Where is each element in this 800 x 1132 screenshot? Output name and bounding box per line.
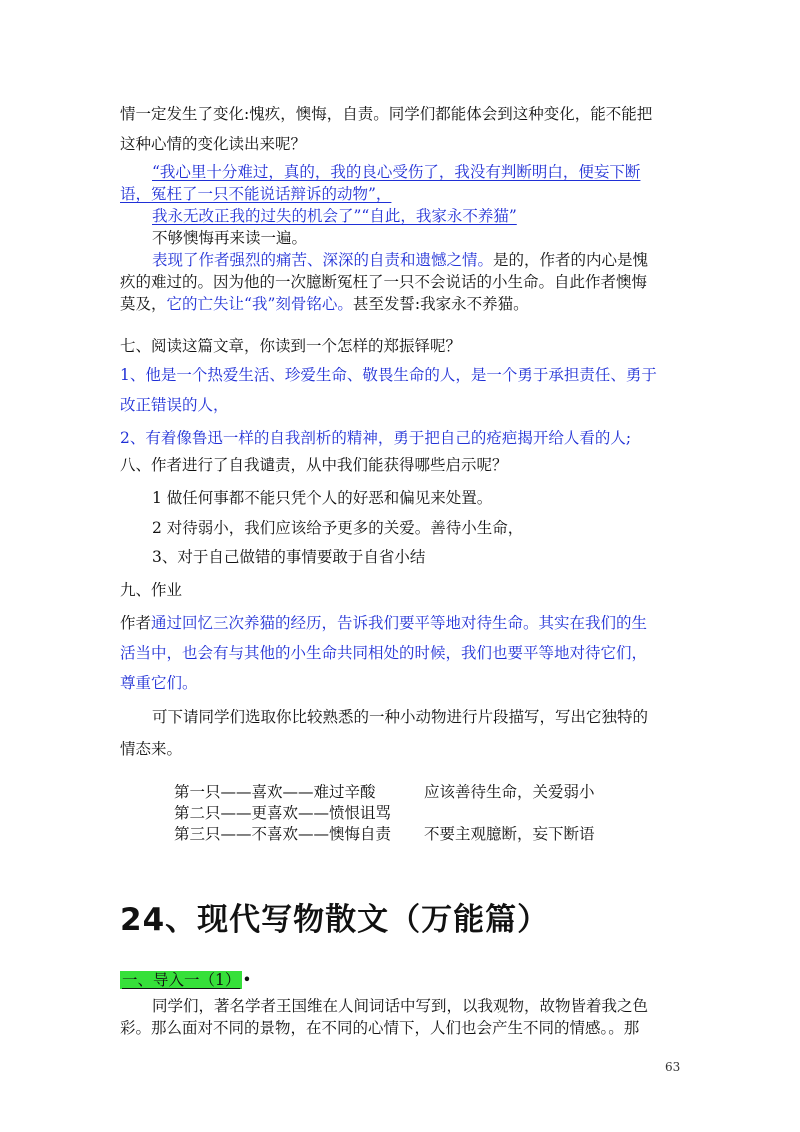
text-line: 不够懊悔再来读一遍。 (152, 229, 308, 247)
subsection-heading (120, 970, 252, 990)
list-item: 3、对于自己做错的事情要敢于自省小结 (152, 548, 426, 566)
text-line: 活当中，也会有与其他的小生命共同相处的时候，我们也要平等地对待它们， (120, 644, 648, 662)
emphasis-text: 通过回忆三次养猫的经历，告诉我们要平等地对待生命。其实在我们的生 (151, 614, 648, 632)
text-line (120, 294, 529, 314)
text-line: 这种心情的变化读出来呢？ (120, 135, 307, 153)
text-line: 可下请同学们选取你比较熟悉的一种小动物进行片段描写，写出它独特的 (152, 708, 649, 726)
highlighted-heading: 一、导入一（1） (122, 971, 241, 989)
table-row (0, 824, 800, 844)
bullet-mark: • (242, 971, 252, 989)
plain-text: 莫及， (120, 295, 167, 313)
chapter-title: 24、现代写物散文（万能篇） (120, 902, 550, 938)
section-heading: 九、作业 (120, 581, 183, 599)
text-line (152, 250, 648, 270)
table-row (0, 803, 800, 823)
table-row (0, 782, 800, 802)
table-cell: 第二只——更喜欢——愤恨诅骂 (174, 804, 392, 822)
table-cell: 第一只——喜欢——难过辛酸 (174, 783, 376, 801)
emphasis-text: 它的亡失让“我”刻骨铭心。 (166, 295, 353, 313)
text-line (120, 613, 647, 633)
section-heading: 七、阅读这篇文章，你读到一个怎样的郑振铎呢？ (120, 337, 462, 355)
plain-text: 甚至发誓:我家永不养猫。 (352, 295, 529, 313)
text-line: 疚的难过的。因为他的一次臆断冤枉了一只不会说话的小生命。自此作者懊悔 (120, 273, 648, 291)
page-number: 63 (665, 1060, 681, 1074)
text-line: 情态来。 (120, 740, 183, 758)
answer-line: 1、他是一个热爱生活、珍爱生命、敬畏生命的人，是一个勇于承担责任、勇于 (120, 366, 657, 384)
table-cell: 第三只——不喜欢——懊悔自责 (174, 825, 392, 843)
emphasis-text: 表现了作者强烈的痛苦、深深的自责和遗憾之情。 (152, 251, 494, 269)
list-item: 2 对待弱小，我们应该给予更多的关爱。善待小生命， (152, 519, 524, 537)
text-line: 尊重它们。 (120, 674, 198, 692)
quote-line: 语，冤枉了一只不能说话辩诉的动物”， (120, 185, 392, 203)
list-item: 1 做任何事都不能只凭个人的好恶和偏见来处置。 (152, 489, 493, 507)
text-line: 同学们，著名学者王国维在人间词话中写到，以我观物，故物皆着我之色 (152, 997, 649, 1015)
text-line: 彩。那么面对不同的景物，在不同的心情下，人们也会产生不同的情感。。那 (120, 1019, 640, 1037)
section-heading: 八、作者进行了自我谴责，从中我们能获得哪些启示呢？ (120, 456, 508, 474)
quote-line: “我心里十分难过，真的，我的良心受伤了，我没有判断明白，便妄下断 (152, 163, 641, 181)
plain-text: 是的，作者的内心是愧 (493, 251, 649, 269)
answer-line: 改正错误的人， (120, 396, 229, 414)
table-cell: 不要主观臆断，妄下断语 (424, 825, 595, 843)
answer-line: 2、有着像鲁迅一样的自我剖析的精神，勇于把自己的疮疤揭开给人看的人; (120, 429, 632, 447)
quote-line: 我永无改正我的过失的机会了”“自此，我家永不养猫” (152, 207, 517, 225)
table-cell: 应该善待生命，关爱弱小 (424, 783, 595, 801)
plain-text: 作者 (120, 614, 152, 632)
text-line: 情一定发生了变化:愧疚，懊悔，自责。同学们都能体会到这种变化，能不能把 (120, 105, 653, 123)
